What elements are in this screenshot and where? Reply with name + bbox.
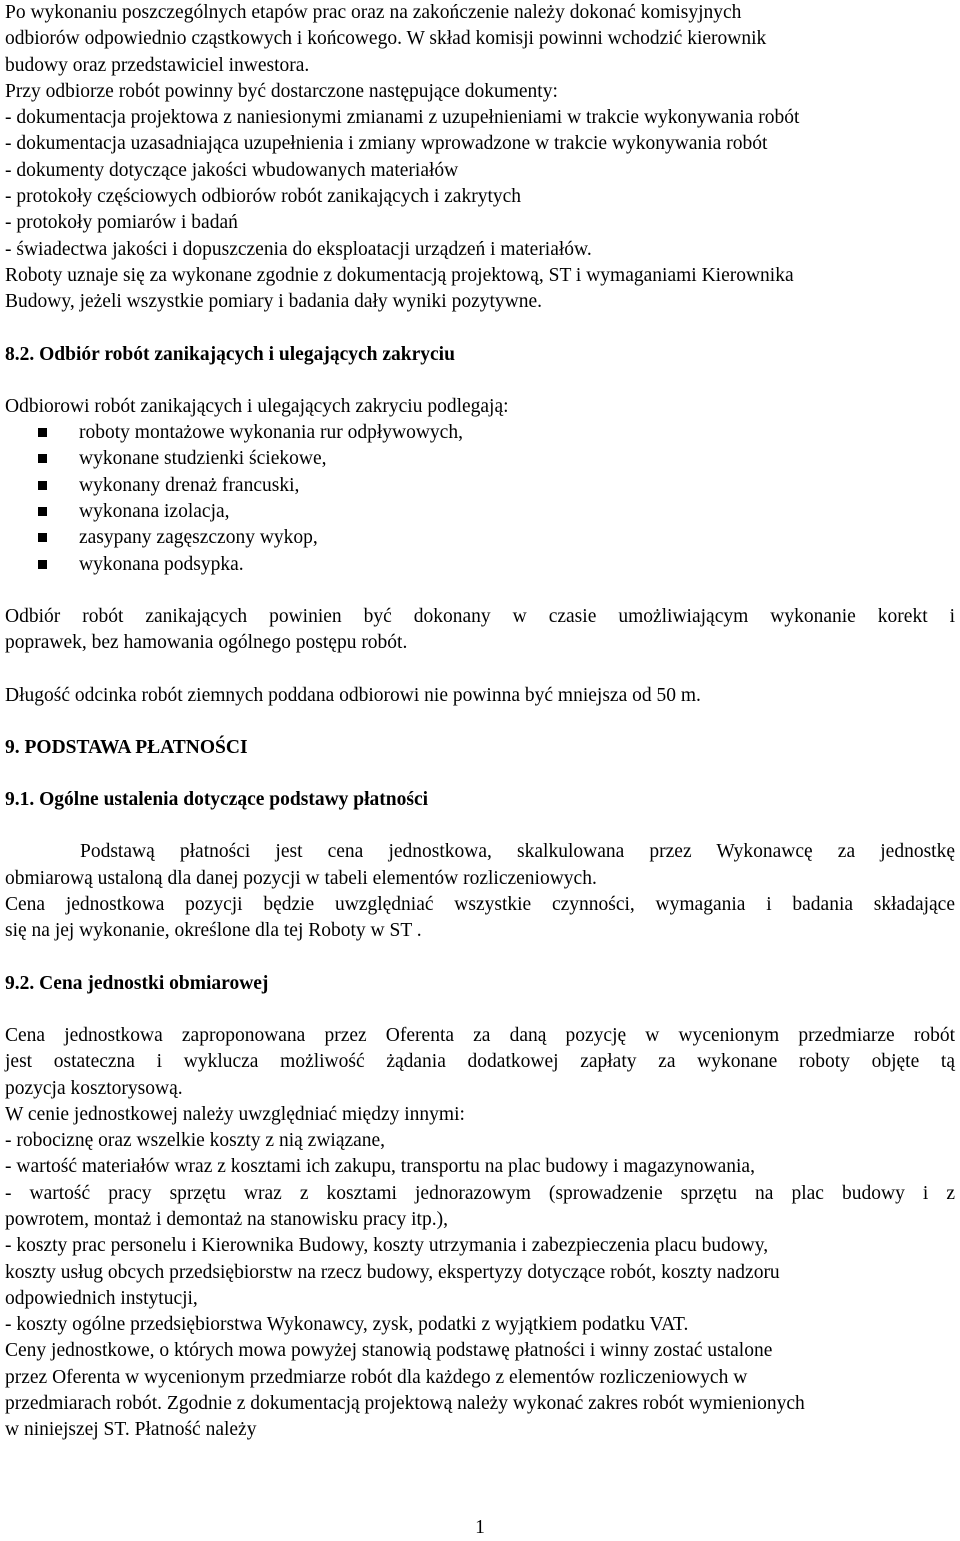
- bullet-list: [5, 420, 955, 578]
- paragraph-line: się na jej wykonanie, określone dla tej Roboty w ST .: [5, 920, 422, 942]
- list-item: zasypany zagęszczony wykop,: [5, 525, 955, 551]
- intro-line: budowy oraz przedstawiciel inwestora.: [5, 54, 310, 76]
- paragraph-line: - robociznę oraz wszelkie koszty z nią związane,: [5, 1130, 386, 1152]
- list-item: wykonana podsypka.: [5, 552, 955, 578]
- square-bullet-icon: [38, 533, 47, 542]
- section-heading-9-1: 9.1. Ogólne ustalenia dotyczące podstawy płatności: [5, 789, 429, 811]
- paragraph-line: koszty usług obcych przedsiębiorstw na rzecz budowy, ekspertyzy dotyczące robót, koszty nadzoru: [5, 1261, 780, 1283]
- paragraph-line: - wartość pracy sprzętu wraz z kosztami jednorazowym (sprowadzenie sprzętu na plac budowy i z: [5, 1182, 955, 1204]
- section-heading-9: 9. PODSTAWA PŁATNOŚCI: [5, 736, 248, 758]
- list-item: wykonany drenaż francuski,: [5, 473, 955, 499]
- paragraph-line: W cenie jednostkowej należy uwzględniać między innymi:: [5, 1103, 465, 1125]
- paragraph-line: jest ostateczna i wyklucza możliwość żądania dodatkowej zapłaty za wykonane roboty objęte tą: [5, 1051, 955, 1073]
- document-page: [5, 0, 955, 1444]
- paragraph-line: Odbiór robót zanikających powinien być dokonany w czasie umożliwiającym wykonanie korekt i: [5, 605, 955, 627]
- list-item: wykonane studzienki ściekowe,: [5, 446, 955, 472]
- intro-line: - protokoły pomiarów i badań: [5, 212, 238, 234]
- paragraph-line: - koszty ogólne przedsiębiorstwa Wykonawcy, zysk, podatki z wyjątkiem podatku VAT.: [5, 1314, 689, 1336]
- paragraph-line: obmiarową ustaloną dla danej pozycji w tabeli elementów rozliczeniowych.: [5, 867, 597, 889]
- paragraph-line: Cena jednostkowa zaproponowana przez Oferenta za daną pozycję w wycenionym przedmiarze robót: [5, 1024, 955, 1046]
- intro-line: - dokumentacja projektowa z naniesionymi zmianami z uzupełnieniami w trakcie wykonywania robót: [5, 107, 800, 129]
- intro-line: Po wykonaniu poszczególnych etapów prac oraz na zakończenie należy dokonać komisyjnych: [5, 2, 742, 23]
- square-bullet-icon: [38, 454, 47, 463]
- paragraph-line: pozycja kosztorysową.: [5, 1077, 183, 1099]
- intro-line: - dokumenty dotyczące jakości wbudowanych materiałów: [5, 159, 459, 181]
- paragraph-line: przedmiarach robót. Zgodnie z dokumentacją projektową należy wykonać zakres robót wymienionych: [5, 1393, 805, 1415]
- paragraph-line: Cena jednostkowa pozycji będzie uwzględniać wszystkie czynności, wymagania i badania składające: [5, 894, 955, 916]
- paragraph-line: Długość odcinka robót ziemnych poddana odbiorowi nie powinna być mniejsza od 50 m.: [5, 684, 701, 706]
- paragraph-line: - koszty prac personelu i Kierownika Budowy, koszty utrzymania i zabezpieczenia placu budowy,: [5, 1235, 769, 1257]
- list-item: roboty montażowe wykonania rur odpływowych,: [5, 420, 955, 446]
- paragraph-line: odpowiednich instytucji,: [5, 1287, 198, 1309]
- intro-line: Roboty uznaje się za wykonane zgodnie z dokumentacją projektową, ST i wymaganiami Kierownika: [5, 264, 794, 286]
- intro-line: Przy odbiorze robót powinny być dostarczone następujące dokumenty:: [5, 80, 558, 102]
- intro-line: - protokoły częściowych odbiorów robót zanikających i zakrytych: [5, 186, 522, 208]
- paragraph-line: powrotem, montaż i demontaż na stanowisku pracy itp.),: [5, 1208, 448, 1230]
- section-heading-8-2: 8.2. Odbiór robót zanikających i ulegających zakryciu: [5, 343, 455, 365]
- section-8-2-lead: Odbiorowi robót zanikających i ulegających zakryciu podlegają:: [5, 395, 509, 417]
- list-item: wykonana izolacja,: [5, 499, 955, 525]
- paragraph-line: poprawek, bez hamowania ogólnego postępu robót.: [5, 632, 408, 654]
- square-bullet-icon: [38, 560, 47, 569]
- page-number: 1: [475, 1517, 485, 1538]
- intro-line: Budowy, jeżeli wszystkie pomiary i badania dały wyniki pozytywne.: [5, 291, 543, 313]
- square-bullet-icon: [38, 428, 47, 437]
- paragraph-line: Podstawą płatności jest cena jednostkowa, skalkulowana przez Wykonawcę za jednostkę: [80, 841, 955, 863]
- section-heading-9-2: 9.2. Cena jednostki obmiarowej: [5, 972, 269, 994]
- intro-line: odbiorów odpowiednio cząstkowych i końcowego. W skład komisji powinni wchodzić kierownik: [5, 28, 767, 50]
- square-bullet-icon: [38, 507, 47, 516]
- intro-section: [5, 0, 955, 316]
- paragraph-line: - wartość materiałów wraz z kosztami ich zakupu, transportu na plac budowy i magazynowania,: [5, 1156, 755, 1178]
- paragraph-line: w niniejszej ST. Płatność należy: [5, 1419, 257, 1441]
- intro-line: - świadectwa jakości i dopuszczenia do eksploatacji urządzeń i materiałów.: [5, 238, 592, 260]
- intro-line: - dokumentacja uzasadniająca uzupełnienia i zmiany wprowadzone w trakcie wykonywania robót: [5, 133, 768, 155]
- square-bullet-icon: [38, 481, 47, 490]
- paragraph-line: przez Oferenta w wycenionym przedmiarze robót dla każdego z elementów rozliczeniowych w: [5, 1366, 748, 1388]
- paragraph-line: Ceny jednostkowe, o których mowa powyżej stanowią podstawę płatności i winny zostać ustalone: [5, 1340, 773, 1362]
